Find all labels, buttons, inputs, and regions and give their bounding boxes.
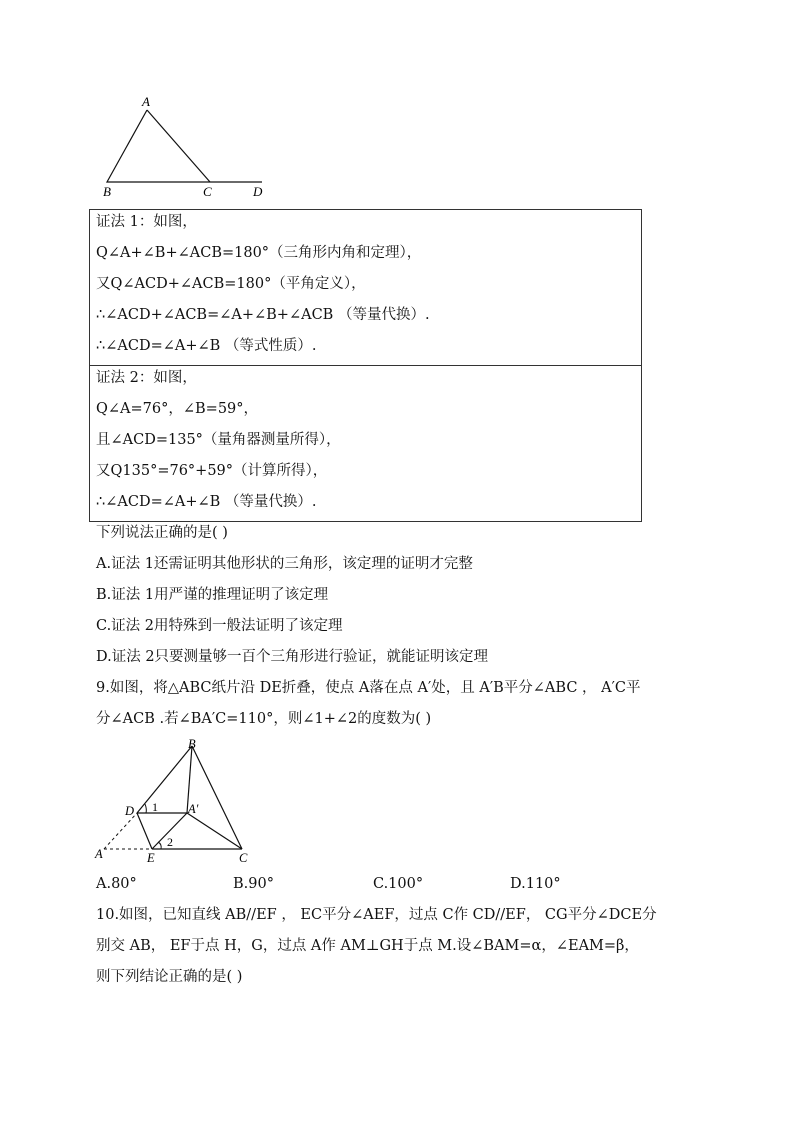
label-angle-1: 1 [152,800,158,814]
fold-de [137,813,152,849]
label-e: E [147,851,155,865]
question-9-line-2: 分∠ACB .若∠BA′C=110°，则∠1+∠2的度数为( ) [96,711,432,727]
label-a-prime: A′ [188,802,199,816]
label-c: C [239,851,248,865]
question-9-option-c: C.100° [373,876,424,892]
label-d: D [253,184,263,199]
label-angle-2: 2 [167,835,173,849]
figure-folded-triangle [92,736,262,866]
side-ac [147,110,210,182]
edge-bc [192,746,242,849]
figure-triangle-abc [95,92,275,202]
proof-2-line-4: ∴∠ACD=∠A+∠B （等量代换）. [96,494,317,510]
triangle-sides [107,110,262,182]
dashed-ad [104,813,137,849]
question-10-line-1: 10.如图，已知直线 AB//EF ， EC平分∠AEF，过点 C作 CD//EF， CG平分∠DCE分 [96,907,657,923]
proof-2-line-1: Q∠A=76°，∠B=59°， [96,401,259,417]
proof-1-title: 证法 1：如图， [96,214,197,230]
label-d: D [125,804,135,818]
question-8-option-d: D.证法 2只要测量够一百个三角形进行验证，就能证明该定理 [96,649,489,665]
question-9-line-1: 9.如图，将△ABC纸片沿 DE折叠，使点 A落在点 A′处，且 A′B平分∠ABC ， A′C平 [96,680,641,696]
question-8-option-a: A.证法 1还需证明其他形状的三角形，该定理的证明才完整 [96,556,473,572]
label-a: A [142,94,150,109]
label-b: B [103,184,111,199]
question-9-option-a: A.80° [96,876,137,892]
question-8-stem: 下列说法正确的是( ) [96,525,228,541]
question-8-option-c: C.证法 2用特殊到一般法证明了该定理 [96,618,343,634]
question-9-option-d: D.110° [510,876,561,892]
label-a: A [95,847,103,861]
proof-2-line-2: 且∠ACD=135°（量角器测量所得）， [96,432,341,448]
edge-bd [137,746,192,813]
label-c: C [203,184,212,199]
angle-1-mark [145,804,146,813]
question-8-option-b: B.证法 1用严谨的推理证明了该定理 [96,587,329,603]
question-9-option-b: B.90° [233,876,274,892]
label-b: B [188,737,196,751]
proof-1-line-3: ∴∠ACD+∠ACB=∠A+∠B+∠ACB （等量代换）. [96,307,430,323]
question-10-line-3: 则下列结论正确的是( ) [96,969,243,985]
question-10-line-2: 别交 AB， EF于点 H，G，过点 A作 AM⊥GH于点 M.设∠BAM=α，∠EAM=β， [96,938,639,954]
proof-2-title: 证法 2：如图， [96,370,197,386]
proof-1-line-4: ∴∠ACD=∠A+∠B （等式性质）. [96,338,317,354]
proof-1-line-2: 又Q∠ACD+∠ACB=180°（平角定义）， [96,276,366,292]
proof-1-line-1: Q∠A+∠B+∠ACB=180°（三角形内角和定理）， [96,245,422,261]
proof-2-line-3: 又Q135°=76°+59°（计算所得）， [96,463,328,479]
